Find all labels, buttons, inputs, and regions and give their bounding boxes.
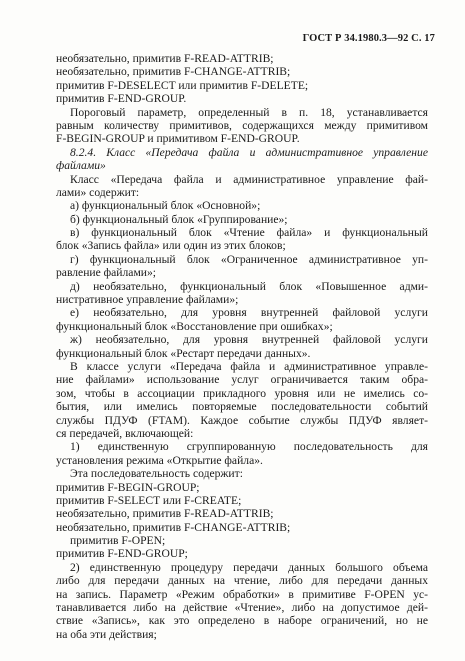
- text-line: лами» содержит:: [56, 185, 140, 199]
- text-line: равным количеству примитивов, содержащихся между примитивом: [56, 118, 428, 132]
- text-line: Пороговый параметр, определенный в п. 18, устанавливается: [70, 105, 428, 119]
- text-line: на запись. Параметр «Режим обработки» в примитиве F-OPEN ус-: [56, 587, 428, 601]
- text-line: примитив F-OPEN;: [70, 534, 166, 548]
- text-line: танавливается либо на действие «Чтение», либо на допустимое дей-: [56, 601, 428, 615]
- text-line: необязательно, примитив F-READ-ATTRIB;: [56, 52, 274, 65]
- text-line: необязательно, примитив F-CHANGE-ATTRIB;: [56, 65, 291, 79]
- text-line: ние файлами» использование услуг ограничивается таким обра-: [56, 373, 428, 387]
- text-line: е) необязательно, для уровня внутренней файловой услуги: [70, 306, 428, 320]
- text-line: F-BEGIN-GROUP и примитивом F-END-GROUP.: [56, 132, 300, 146]
- text-line: службы ПДУФ (FTAM). Каждое событие службы ПДУФ являет-: [56, 413, 428, 427]
- text-line: файлами»: [56, 159, 106, 173]
- text-line: б) функциональный блок «Группирование»;: [70, 212, 288, 226]
- text-line: необязательно, примитив F-CHANGE-ATTRIB;: [56, 520, 291, 534]
- text-line: ся передачей, включающей:: [56, 426, 194, 440]
- text-line: примитив F-DESELECT или примитив F-DELETE;: [56, 78, 309, 92]
- text-line: Эта последовательность содержит:: [70, 467, 243, 481]
- text-line: функциональный блок «Рестарт передачи данных».: [56, 346, 311, 360]
- text-line: В классе услуги «Передача файла и административное управле-: [70, 359, 428, 373]
- text-line: а) функциональный блок «Основной»;: [70, 199, 261, 213]
- text-line: ж) необязательно, для уровня внутренней файловой услуги: [70, 333, 428, 347]
- text-line: функциональный блок «Восстановление при ошибках»;: [56, 319, 333, 333]
- text-line: 8.2.4. Класс «Передача файла и административное управление: [70, 145, 428, 159]
- text-line: в) функциональный блок «Чтение файла» и функциональный: [70, 226, 428, 240]
- document-body: [56, 52, 428, 641]
- text-line: примитив F-SELECT или F-CREATE;: [56, 493, 242, 507]
- text-line: равление файлами»;: [56, 266, 157, 280]
- text-line: г) функциональный блок «Ограниченное административное уп-: [70, 252, 428, 266]
- text-line: д) необязательно, функциональный блок «Повышенное адми-: [70, 279, 428, 293]
- text-line: необязательно, примитив F-READ-ATTRIB;: [56, 507, 274, 521]
- text-line: 2) единственную процедуру передачи данных большого объема: [70, 560, 428, 574]
- text-line: ствие «Запись», как это определено в наборе ограничений, но не: [56, 614, 428, 628]
- page-header: ГОСТ Р 34.1980.3—92 С. 17: [302, 33, 435, 44]
- text-line: примитив F-BEGIN-GROUP;: [56, 480, 200, 494]
- text-line: либо для передачи данных на чтение, либо для передачи данных: [56, 574, 428, 588]
- text-line: бытия, или имелись повторяемые последовательности событий: [56, 400, 428, 414]
- text-line: нистративное управление файлами»;: [56, 293, 239, 307]
- text-line: зом, чтобы в ассоциации прикладного уровня или не имелись со-: [56, 386, 428, 400]
- text-line: 1) единственную сгруппированную последовательность для: [70, 440, 428, 454]
- text-line: на оба эти действия;: [56, 627, 157, 641]
- text-line: Класс «Передача файла и административное управление фай-: [70, 172, 428, 186]
- text-line: блок «Запись файла» или один из этих блоков;: [56, 239, 286, 253]
- text-line: примитив F-END-GROUP.: [56, 92, 187, 106]
- text-line: примитив F-END-GROUP;: [56, 547, 188, 561]
- text-line: установления режима «Открытие файла».: [56, 453, 263, 467]
